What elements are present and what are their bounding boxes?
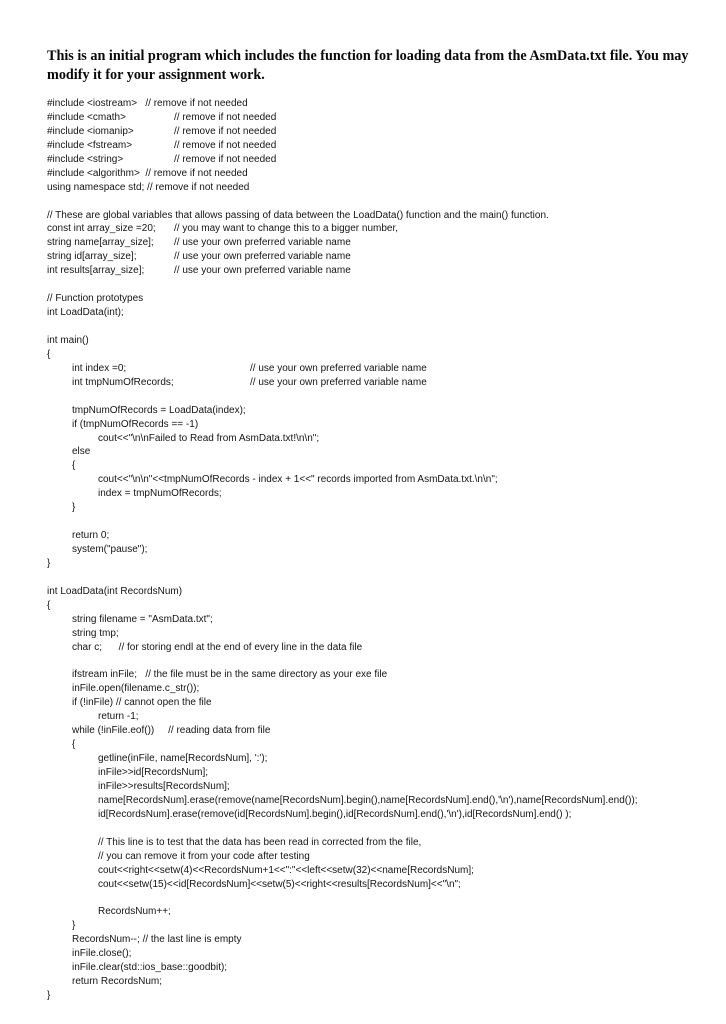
code-text: int LoadData(int);: [47, 307, 124, 319]
code-line: [47, 780, 719, 794]
blank-line: [47, 655, 719, 669]
code-line: [47, 905, 719, 919]
code-text: }: [47, 990, 51, 1001]
code-text: // This line is to test that the data has been read in corrected from the file,: [98, 836, 422, 848]
code-line: [47, 975, 719, 989]
code-line: [47, 850, 719, 864]
code-text: }: [47, 557, 51, 569]
code-comment: // you may want to change this to a bigger number,: [174, 223, 399, 235]
code-text: if (tmpNumOfRecords == -1): [72, 418, 199, 430]
code-text: int results[array_size];: [47, 265, 145, 277]
code-text: else: [72, 446, 91, 458]
code-line: [47, 752, 719, 766]
document-heading: This is an initial program which includes the function for loading data from the AsmData.txt file. You may modify it for your assignment work.: [47, 48, 689, 83]
code-line: [47, 961, 719, 975]
blank-line: [47, 390, 719, 404]
code-text: int index =0;: [72, 362, 127, 374]
code-text: if (!inFile) // cannot open the file: [72, 697, 212, 709]
code-text: name[RecordsNum].erase(remove(name[RecordsNum].begin(),name[RecordsNum].end(),'\n'),name[RecordsNum].end());: [98, 794, 638, 806]
code-line: [47, 794, 719, 808]
code-text: tmpNumOfRecords = LoadData(index);: [72, 404, 246, 416]
code-text: inFile.clear(std::ios_base::goodbit);: [72, 962, 228, 974]
code-text: system("pause");: [72, 544, 148, 555]
code-text: RecordsNum++;: [98, 906, 171, 918]
code-line: [47, 627, 719, 641]
code-text: // you can remove it from your code after testing: [98, 850, 310, 862]
code-text: using namespace std; // remove if not needed: [47, 181, 250, 193]
code-line: [47, 432, 719, 446]
code-text: string id[array_size];: [47, 251, 137, 263]
code-text: while (!inFile.eof()) // reading data from file: [72, 725, 271, 737]
code-line: [47, 222, 719, 236]
code-text: #include <iomanip>: [47, 125, 134, 137]
code-text: #include <algorithm> // remove if not needed: [47, 167, 248, 179]
code-text: const int array_size =20;: [47, 223, 156, 235]
code-text: RecordsNum--; // the last line is empty: [72, 934, 242, 946]
code-line: [47, 153, 719, 167]
code-line: [47, 836, 719, 850]
code-text: // These are global variables that allows passing of data between the LoadData() function and the main() function.: [47, 209, 549, 221]
code-line: [47, 878, 719, 892]
code-line: [47, 418, 719, 432]
code-text: int tmpNumOfRecords;: [72, 376, 174, 388]
code-text: getline(inFile, name[RecordsNum], ':');: [98, 753, 268, 765]
code-line: [47, 585, 719, 599]
code-line: [47, 264, 719, 278]
code-comment: // remove if not needed: [174, 139, 277, 151]
code-comment: // use your own preferred variable name: [250, 362, 427, 374]
code-text: cout<<setw(15)<<id[RecordsNum]<<setw(5)<<right<<results[RecordsNum]<<"\n";: [98, 878, 461, 890]
code-line: [47, 864, 719, 878]
code-text: int LoadData(int RecordsNum): [47, 585, 183, 597]
code-text: char c; // for storing endl at the end of every line in the data file: [72, 641, 363, 653]
code-line: [47, 529, 719, 543]
code-text: id[RecordsNum].erase(remove(id[RecordsNum].begin(),id[RecordsNum].end(),'\n'),id[RecordsNum].end() );: [98, 808, 572, 820]
code-text: index = tmpNumOfRecords;: [98, 488, 222, 500]
code-text: #include <iostream> // remove if not needed: [47, 98, 248, 109]
code-text: ifstream inFile; // the file must be in the same directory as your exe file: [72, 669, 388, 681]
code-line: [47, 710, 719, 724]
code-line: [47, 404, 719, 418]
code-line: [47, 348, 719, 362]
code-line: [47, 641, 719, 655]
code-text: string filename = "AsmData.txt";: [72, 613, 213, 625]
code-line: [47, 668, 719, 682]
code-line: [47, 738, 719, 752]
code-text: cout<<"\n\nFailed to Read from AsmData.txt!\n\n";: [98, 432, 320, 444]
code-text: {: [72, 460, 76, 472]
code-line: [47, 487, 719, 501]
code-text: cout<<"\n\n"<<tmpNumOfRecords - index + 1<<" records imported from AsmData.txt.\n\n";: [98, 474, 498, 486]
blank-line: [47, 278, 719, 292]
code-line: [47, 97, 719, 111]
code-line: [47, 724, 719, 738]
code-line: [47, 808, 719, 822]
code-text: #include <cmath>: [47, 111, 126, 123]
code-text: inFile.open(filename.c_str());: [72, 683, 200, 695]
code-line: [47, 376, 719, 390]
code-line: [47, 167, 719, 181]
code-comment: // remove if not needed: [174, 111, 277, 123]
code-line: [47, 445, 719, 459]
code-comment: // use your own preferred variable name: [174, 251, 351, 263]
code-text: int main(): [47, 334, 89, 346]
code-line: [47, 919, 719, 933]
code-text: inFile>>results[RecordsNum];: [98, 780, 230, 792]
code-line: [47, 613, 719, 627]
code-line: [47, 501, 719, 515]
blank-line: [47, 571, 719, 585]
code-text: {: [47, 348, 51, 360]
code-line: [47, 209, 719, 223]
code-comment: // use your own preferred variable name: [250, 376, 427, 388]
blank-line: [47, 320, 719, 334]
code-text: {: [47, 599, 51, 611]
blank-line: [47, 515, 719, 529]
code-line: [47, 947, 719, 961]
code-listing: [47, 97, 719, 1003]
code-text: return 0;: [72, 530, 110, 542]
code-line: [47, 989, 719, 1003]
blank-line: [47, 822, 719, 836]
blank-line: [47, 195, 719, 209]
blank-line: [47, 891, 719, 905]
code-line: [47, 250, 719, 264]
code-line: [47, 599, 719, 613]
code-line: [47, 236, 719, 250]
code-text: string name[array_size];: [47, 237, 154, 249]
code-line: [47, 766, 719, 780]
code-line: [47, 306, 719, 320]
code-line: [47, 459, 719, 473]
code-text: cout<<right<<setw(4)<<RecordsNum+1<<":"<<left<<setw(32)<<name[RecordsNum];: [98, 864, 474, 876]
code-comment: // use your own preferred variable name: [174, 237, 351, 249]
code-line: [47, 181, 719, 195]
code-text: #include <fstream>: [47, 139, 133, 151]
code-line: [47, 543, 719, 557]
code-text: inFile>>id[RecordsNum];: [98, 767, 209, 778]
code-line: [47, 682, 719, 696]
code-line: [47, 292, 719, 306]
code-text: return -1;: [98, 711, 139, 723]
code-line: [47, 696, 719, 710]
code-line: [47, 933, 719, 947]
code-line: [47, 139, 719, 153]
code-text: string tmp;: [72, 627, 119, 639]
code-text: }: [72, 920, 76, 932]
code-text: // Function prototypes: [47, 293, 144, 305]
code-text: return RecordsNum;: [72, 976, 163, 988]
code-text: inFile.close();: [72, 948, 132, 960]
code-text: {: [72, 739, 76, 751]
code-comment: // remove if not needed: [174, 125, 277, 137]
code-comment: // use your own preferred variable name: [174, 265, 351, 277]
code-line: [47, 111, 719, 125]
code-line: [47, 362, 719, 376]
code-line: [47, 557, 719, 571]
code-line: [47, 473, 719, 487]
code-line: [47, 334, 719, 348]
code-text: }: [72, 502, 76, 514]
code-text: #include <string>: [47, 153, 124, 165]
code-comment: // remove if not needed: [174, 153, 277, 165]
code-line: [47, 125, 719, 139]
